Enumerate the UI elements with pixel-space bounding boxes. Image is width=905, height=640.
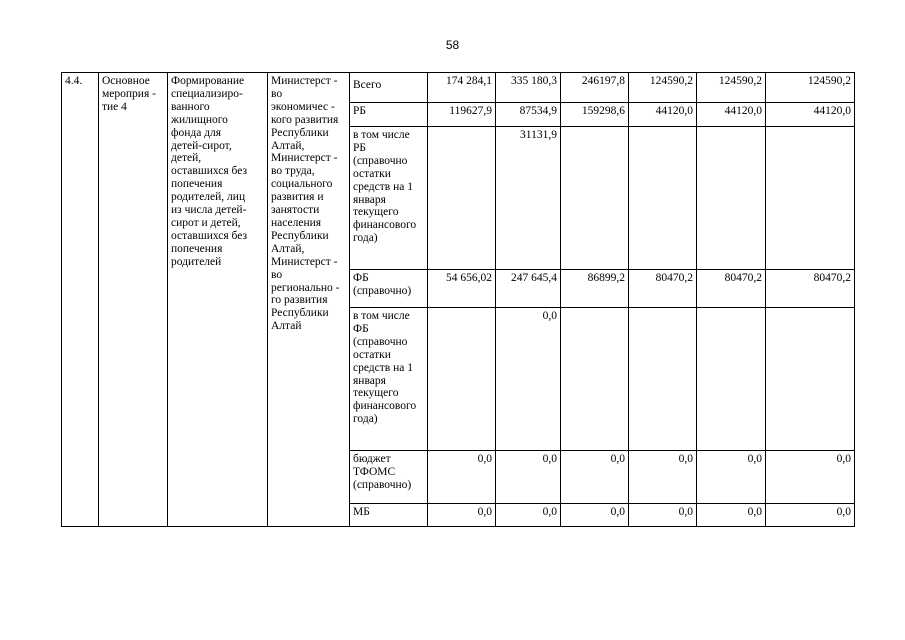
value-cell: 31131,9 xyxy=(496,127,561,270)
value-cell: 87534,9 xyxy=(496,103,561,127)
program-table xyxy=(61,72,855,527)
value-cell: 54 656,02 xyxy=(428,270,496,308)
table-row xyxy=(62,73,855,103)
row-label: в том числе РБ (справочно остатки средств на 1 января текущего финансового года) xyxy=(350,127,428,270)
value-cell: 0,0 xyxy=(629,504,697,527)
value-cell: 80470,2 xyxy=(766,270,855,308)
value-cell: 124590,2 xyxy=(629,73,697,103)
value-cell: 86899,2 xyxy=(561,270,629,308)
value-cell: 174 284,1 xyxy=(428,73,496,103)
value-cell xyxy=(561,127,629,270)
row-label: в том числе ФБ (справочно остатки средств на 1 января текущего финансового года) xyxy=(350,308,428,451)
value-cell xyxy=(766,127,855,270)
value-cell: 0,0 xyxy=(428,451,496,504)
value-cell xyxy=(629,127,697,270)
value-cell: 0,0 xyxy=(697,451,766,504)
item-name: Основное мероприя - тие 4 xyxy=(99,73,168,527)
value-cell: 0,0 xyxy=(496,308,561,451)
row-label: ФБ (справочно) xyxy=(350,270,428,308)
value-cell: 159298,6 xyxy=(561,103,629,127)
value-cell: 80470,2 xyxy=(629,270,697,308)
value-cell: 247 645,4 xyxy=(496,270,561,308)
value-cell: 0,0 xyxy=(697,504,766,527)
row-label: Всего xyxy=(350,73,428,103)
value-cell: 124590,2 xyxy=(697,73,766,103)
value-cell: 0,0 xyxy=(496,451,561,504)
value-cell: 0,0 xyxy=(428,504,496,527)
item-executors: Министерст - во экономичес - кого развития Республики Алтай, Министерст - во труда, социального развития и занятости населения Республики Алтай, Министерст - во регионально - го развития Республики Алтай xyxy=(268,73,350,527)
value-cell: 0,0 xyxy=(629,451,697,504)
page-number: 58 xyxy=(445,38,460,52)
value-cell xyxy=(697,127,766,270)
value-cell: 0,0 xyxy=(496,504,561,527)
value-cell xyxy=(428,308,496,451)
item-description: Формирование специализиро- ванного жилищного фонда для детей-сирот, детей, оставшихся без попечения родителей, лиц из числа детей- сирот и детей, оставшихся без попечения родителей xyxy=(168,73,268,527)
value-cell: 0,0 xyxy=(561,504,629,527)
value-cell xyxy=(561,308,629,451)
value-cell: 124590,2 xyxy=(766,73,855,103)
value-cell: 246197,8 xyxy=(561,73,629,103)
value-cell: 0,0 xyxy=(766,451,855,504)
value-cell xyxy=(428,127,496,270)
value-cell: 0,0 xyxy=(561,451,629,504)
item-number: 4.4. xyxy=(62,73,99,527)
value-cell: 0,0 xyxy=(766,504,855,527)
value-cell: 80470,2 xyxy=(697,270,766,308)
value-cell: 119627,9 xyxy=(428,103,496,127)
value-cell: 44120,0 xyxy=(629,103,697,127)
row-label: МБ xyxy=(350,504,428,527)
value-cell xyxy=(697,308,766,451)
row-label: бюджет ТФОМС (справочно) xyxy=(350,451,428,504)
value-cell: 44120,0 xyxy=(766,103,855,127)
value-cell: 335 180,3 xyxy=(496,73,561,103)
value-cell xyxy=(629,308,697,451)
value-cell xyxy=(766,308,855,451)
row-label: РБ xyxy=(350,103,428,127)
value-cell: 44120,0 xyxy=(697,103,766,127)
